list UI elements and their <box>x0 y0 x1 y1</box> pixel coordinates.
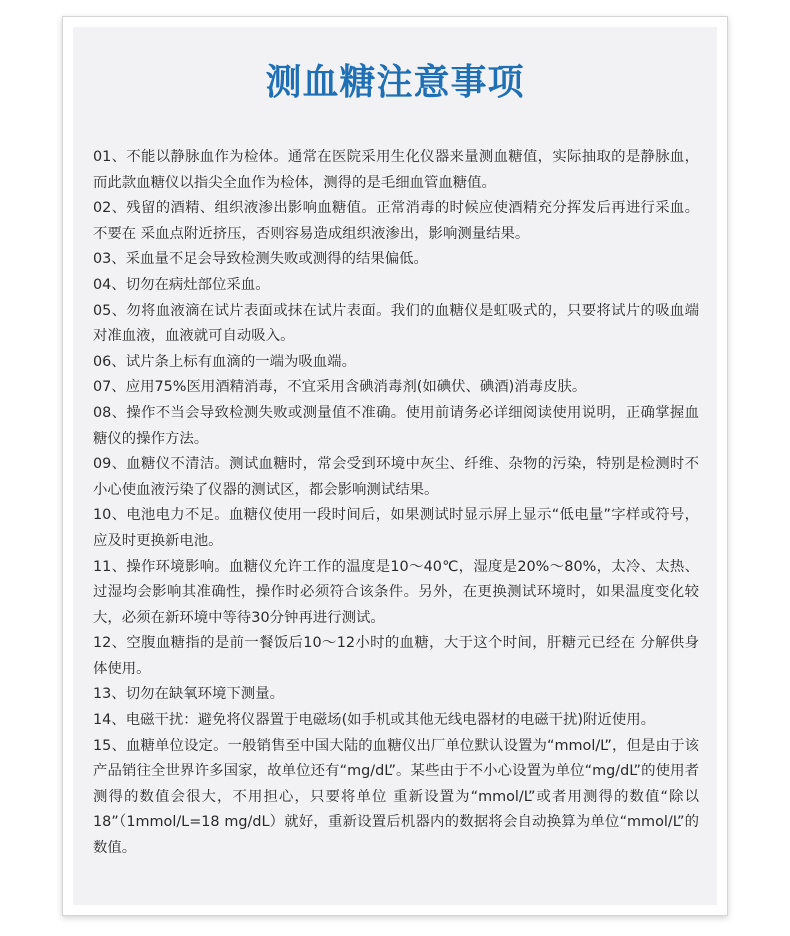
list-item <box>93 375 699 401</box>
item-text: 03、采血量不足会导致检测失败或测得的结果偏低。 <box>93 251 428 268</box>
document-panel <box>73 27 717 905</box>
list-item <box>93 503 699 554</box>
list-item <box>93 350 699 376</box>
list-item <box>93 734 699 862</box>
list-item <box>93 273 699 299</box>
list-item <box>93 145 699 196</box>
list-item <box>93 247 699 273</box>
item-text: 12、空腹血糖指的是前一餐饭后10～12小时的血糖，大于这个时间，肝糖元已经在 分解供身体使用。 <box>93 635 699 677</box>
item-text: 08、操作不当会导致检测失败或测量值不准确。使用前请务必详细阅读使用说明，正确掌握血糖仪的操作方法。 <box>93 404 699 447</box>
list-item <box>93 401 699 452</box>
item-text: 02、残留的酒精、组织液渗出影响血糖值。正常消毒的时候应使酒精充分挥发后再进行采血。不要在 采血点附近挤压，否则容易造成组织液渗出，影响测量结果。 <box>93 200 699 242</box>
list-item <box>93 555 699 632</box>
list-item <box>93 708 699 734</box>
list-item <box>93 196 699 247</box>
list-item <box>93 299 699 350</box>
page-title: 测血糖注意事项 <box>265 62 525 103</box>
item-text: 07、应用75%医用酒精消毒，不宜采用含碘消毒剂(如碘伏、碘酒)消毒皮肤。 <box>93 379 587 396</box>
list-item <box>93 631 699 682</box>
item-text: 09、血糖仪不清洁。测试血糖时，常会受到环境中灰尘、纤维、杂物的污染，特别是检测时不小心使血液污染了仪器的测试区，都会影响测试结果。 <box>93 456 699 498</box>
item-text: 01、不能以静脉血作为检体。通常在医院采用生化仪器来量测血糖值，实际抽取的是静脉血，而此款血糖仪以指尖全血作为检体，测得的是毛细血管血糖值。 <box>93 149 699 191</box>
item-text: 05、勿将血液滴在试片表面或抹在试片表面。我们的血糖仪是虹吸式的，只要将试片的吸血端对准血液，血液就可自动吸入。 <box>93 302 699 345</box>
list-item <box>93 452 699 503</box>
notice-list <box>93 145 699 862</box>
item-text: 10、电池电力不足。血糖仪使用一段时间后，如果测试时显示屏上显示“低电量”字样或符号，应及时更换新电池。 <box>93 507 699 549</box>
item-text: 14、电磁干扰：避免将仪器置于电磁场(如手机或其他无线电器材的电磁干扰)附近使用。 <box>93 712 655 729</box>
item-text: 13、切勿在缺氧环境下测量。 <box>93 686 284 703</box>
list-item <box>93 682 699 708</box>
document-card <box>62 16 728 916</box>
item-text: 06、试片条上标有血滴的一端为吸血端。 <box>93 353 356 370</box>
item-text: 04、切勿在病灶部位采血。 <box>93 276 270 293</box>
item-text: 15、血糖单位设定。一般销售至中国大陆的血糖仪出厂单位默认设置为“mmol/L”，但是由于该产品销往全世界许多国家，故单位还有“mg/dL”。某些由于不小心设置为单位“mg/dL”的使用者测得的数值会很大，不用担心，只要将单位 重新设置为“mmol/L”或者用测得的数值“除以18”（1mmol/L=18 mg/dL）就好，重新设置后机器内的数据将会自动换算为单位“mmol/L”的数值。 <box>93 737 699 857</box>
item-text: 11、操作环境影响。血糖仪允许工作的温度是10～40℃，湿度是20%～80%，太冷、太热、过湿均会影响其准确性，操作时必须符合该条件。另外，在更换测试环境时，如果温度变化较大，必须在新环境中等待30分钟再进行测试。 <box>93 558 699 626</box>
